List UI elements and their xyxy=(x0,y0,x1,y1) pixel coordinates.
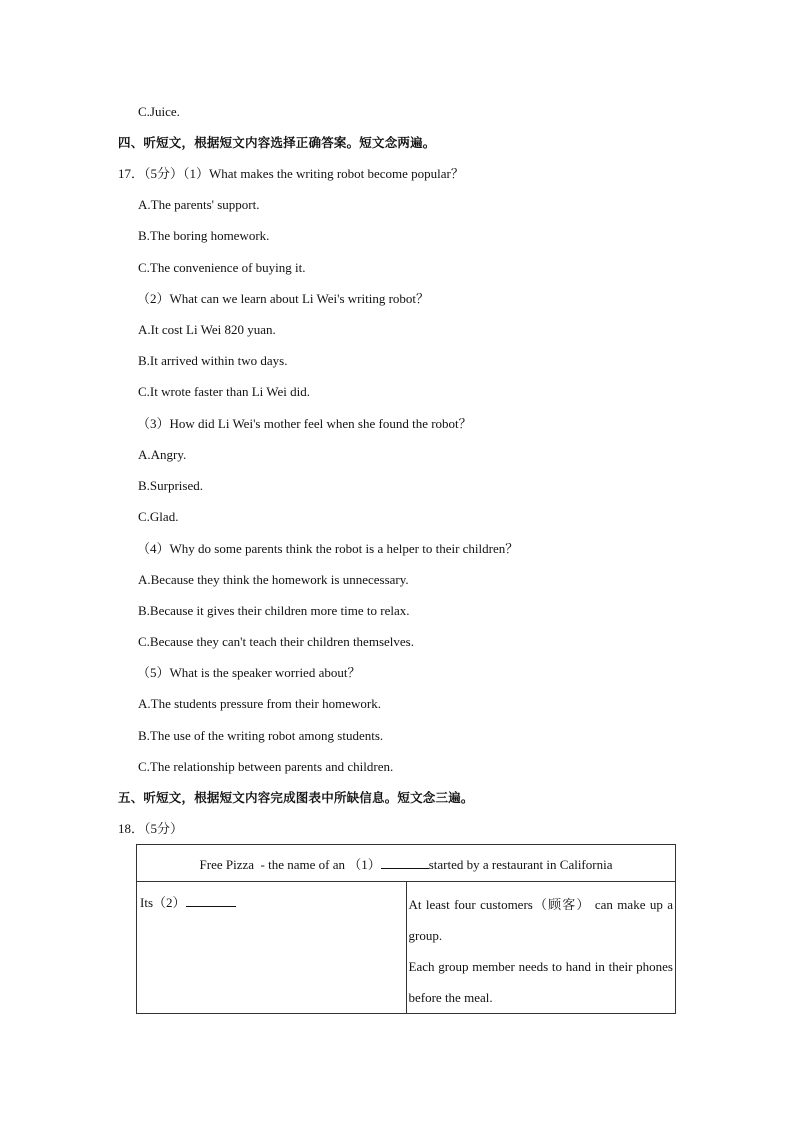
q1-stem: （1）What makes the writing robot become popular？ xyxy=(183,166,464,181)
blank-2[interactable] xyxy=(186,894,236,907)
q3-option-a: A.Angry. xyxy=(138,447,187,462)
q3-option-b: B.Surprised. xyxy=(138,478,203,493)
table-left-cell xyxy=(137,882,407,1014)
q1-option-a: A.The parents' support. xyxy=(138,197,260,212)
q2-option-a: A.It cost Li Wei 820 yuan. xyxy=(138,322,276,337)
option-c-juice: C.Juice. xyxy=(138,104,180,119)
q4-option-c: C.Because they can't teach their children themselves. xyxy=(138,634,414,649)
q5-option-c: C.The relationship between parents and children. xyxy=(138,759,394,774)
q4-option-b: B.Because it gives their children more time to relax. xyxy=(138,603,410,618)
left-cell-text: Its（2） xyxy=(140,895,186,910)
q5-option-b: B.The use of the writing robot among students. xyxy=(138,728,384,743)
question-18-number: 18．（5分） xyxy=(118,821,184,836)
q1-option-b: B.The boring homework. xyxy=(138,228,270,243)
info-table xyxy=(136,844,676,1014)
table-right-cell xyxy=(406,882,676,1014)
q2-option-c: C.It wrote faster than Li Wei did. xyxy=(138,384,311,399)
q2-stem: （2）What can we learn about Li Wei's writing robot？ xyxy=(137,291,430,306)
q4-option-a: A.Because they think the homework is unnecessary. xyxy=(138,572,409,587)
q4-stem: （4）Why do some parents think the robot is a helper to their children？ xyxy=(137,541,519,556)
q3-option-c: C.Glad. xyxy=(138,509,179,524)
q3-stem: （3）How did Li Wei's mother feel when she found the robot？ xyxy=(137,416,472,431)
right-cell-line-1: At least four customers（顾客） can make up a group. xyxy=(408,897,673,943)
section-5-title: 五、听短文，根据短文内容完成图表中所缺信息。短文念三遍。 xyxy=(118,790,474,805)
table-header xyxy=(137,845,676,882)
q1-option-c: C.The convenience of buying it. xyxy=(138,260,306,275)
q5-option-a: A.The students pressure from their homework. xyxy=(138,696,381,711)
header-left-text: Free Pizza - the name of an （1） xyxy=(199,856,381,872)
q2-option-b: B.It arrived within two days. xyxy=(138,353,288,368)
blank-1[interactable] xyxy=(381,856,429,869)
header-right-text: started by a restaurant in California xyxy=(428,856,613,872)
question-17-header xyxy=(118,166,464,182)
q5-stem: （5）What is the speaker worried about？ xyxy=(137,665,361,680)
right-cell-line-2: Each group member needs to hand in their phones before the meal. xyxy=(408,959,673,1005)
question-17-number: 17．（5分） xyxy=(118,166,184,181)
section-4-title: 四、听短文，根据短文内容选择正确答案。短文念两遍。 xyxy=(118,135,436,150)
